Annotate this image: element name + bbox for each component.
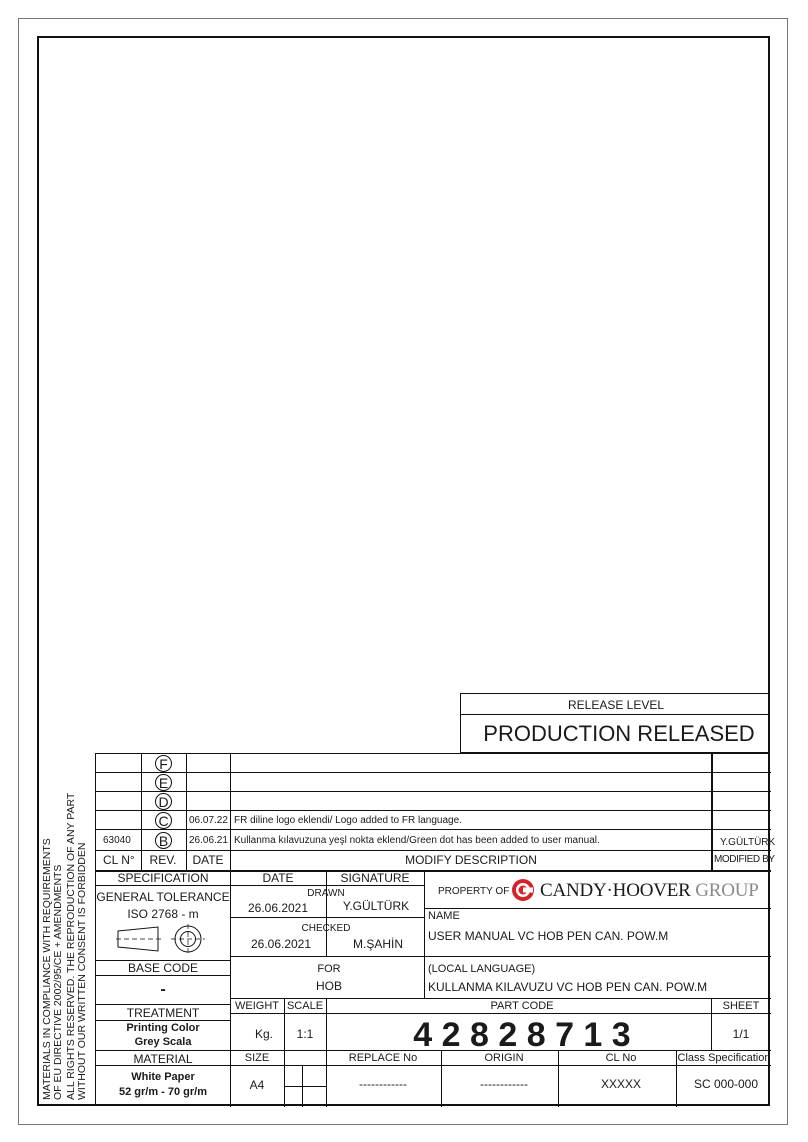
class-specification-label: Class Specification <box>677 1052 771 1064</box>
drawn-date: 26.06.2021 <box>247 901 309 915</box>
for-label: FOR <box>317 963 341 975</box>
drawn-label: DRAWN <box>307 888 345 899</box>
for-value: HOB <box>315 979 343 993</box>
weight-unit: Kg. <box>254 1027 274 1041</box>
cl-no-value: XXXXX <box>600 1077 642 1091</box>
revision-b-date: 26.06.21 <box>189 835 228 846</box>
size-value: A4 <box>249 1078 265 1092</box>
checked-label: CHECKED <box>301 923 351 934</box>
treatment-line-1: Printing Color <box>126 1022 200 1034</box>
header-cl-no: CL N° <box>103 853 135 867</box>
revision-c-date: 06.07.22 <box>189 815 228 826</box>
header-modify-description: MODIFY DESCRIPTION <box>405 853 537 867</box>
replace-no-value: ------------ <box>359 1077 407 1091</box>
sheet-value: 1/1 <box>732 1027 750 1041</box>
header-rev: REV. <box>149 853 177 867</box>
projection-symbol-icon <box>116 924 210 954</box>
revision-b-modified-by: Y.GÜLTÜRK <box>720 837 776 848</box>
release-level-box <box>460 693 770 753</box>
revision-letter-b: B <box>155 832 172 849</box>
header-date: DATE <box>192 853 224 867</box>
material-line-2: 52 gr/m - 70 gr/m <box>118 1086 208 1098</box>
date-label: DATE <box>262 871 294 885</box>
title-block <box>95 753 776 1106</box>
revision-letter-f: F <box>155 755 172 772</box>
revision-letter-c: C <box>155 812 172 829</box>
specification-label: SPECIFICATION <box>117 871 209 885</box>
material-line-1: White Paper <box>131 1071 195 1083</box>
revision-letter-d: D <box>155 793 172 810</box>
origin-value: ------------ <box>480 1077 528 1091</box>
replace-no-label: REPLACE No <box>348 1052 418 1064</box>
compliance-note-line-2: OF EU DIRECTIVE 2002/95/CE + AMENDMENTS <box>52 864 64 1100</box>
scale-value: 1:1 <box>296 1027 314 1041</box>
scale-label: SCALE <box>286 1000 324 1012</box>
base-code-value: - <box>160 981 166 998</box>
company-name-suffix: GROUP <box>695 880 759 901</box>
part-code-label: PART CODE <box>490 1000 554 1012</box>
tolerance-standard: ISO 2768 - m <box>127 907 199 921</box>
revision-c-description: FR diline logo eklendi/ Logo added to FR language. <box>234 815 462 826</box>
name-value: USER MANUAL VC HOB PEN CAN. POW.M <box>428 929 669 943</box>
material-label: MATERIAL <box>133 1052 193 1066</box>
property-of-label: PROPERTY OF <box>438 886 510 897</box>
base-code-label: BASE CODE <box>127 961 199 975</box>
revision-letter-e: E <box>155 774 172 791</box>
compliance-note-line-4: WITHOUT OUR WRITTEN CONSENT IS FORBIDDEN <box>76 842 88 1100</box>
cl-no-label: CL No <box>605 1052 637 1064</box>
signature-label: SIGNATURE <box>340 871 410 885</box>
compliance-note-line-3: ALL RIGHTS RESERVED. THE REPRODUCTION OF ANY PART <box>65 792 77 1100</box>
candy-hoover-logo-icon <box>511 878 535 902</box>
local-language-label: (LOCAL LANGUAGE) <box>428 963 536 975</box>
part-code-value: 4 2 8 2 8 7 1 3 <box>413 1016 631 1054</box>
weight-label: WEIGHT <box>235 1000 279 1012</box>
drawn-by: Y.GÜLTÜRK <box>342 899 410 913</box>
treatment-line-2: Grey Scala <box>134 1036 192 1048</box>
name-label: NAME <box>428 910 460 922</box>
header-modified-by: MODIFIED BY <box>714 854 775 865</box>
release-status: PRODUCTION RELEASED <box>483 721 755 746</box>
revision-b-cl-no: 63040 <box>103 835 131 846</box>
general-tolerance-label: GENERAL TOLERANCE <box>96 890 230 904</box>
size-label: SIZE <box>244 1052 270 1064</box>
sheet-label: SHEET <box>722 1000 760 1012</box>
release-level-label: RELEASE LEVEL <box>567 698 665 712</box>
origin-label: ORIGIN <box>484 1052 524 1064</box>
revision-b-description: Kullanma kılavuzuna yeşl nokta eklend/Green dot has been added to user manual. <box>234 835 600 846</box>
compliance-note-line-1: MATERIALS IN COMPLIANCE WITH REQUIREMENTS <box>41 838 53 1100</box>
checked-date: 26.06.2021 <box>250 937 312 951</box>
company-name-main: CANDY·HOOVER <box>540 880 691 901</box>
compliance-note <box>41 792 88 1100</box>
class-specification-value: SC 000-000 <box>693 1077 759 1091</box>
treatment-label: TREATMENT <box>126 1006 200 1020</box>
company-name <box>540 881 759 900</box>
checked-by: M.ŞAHİN <box>352 937 404 951</box>
local-name-value: KULLANMA KILAVUZU VC HOB PEN CAN. POW.M <box>428 980 708 994</box>
